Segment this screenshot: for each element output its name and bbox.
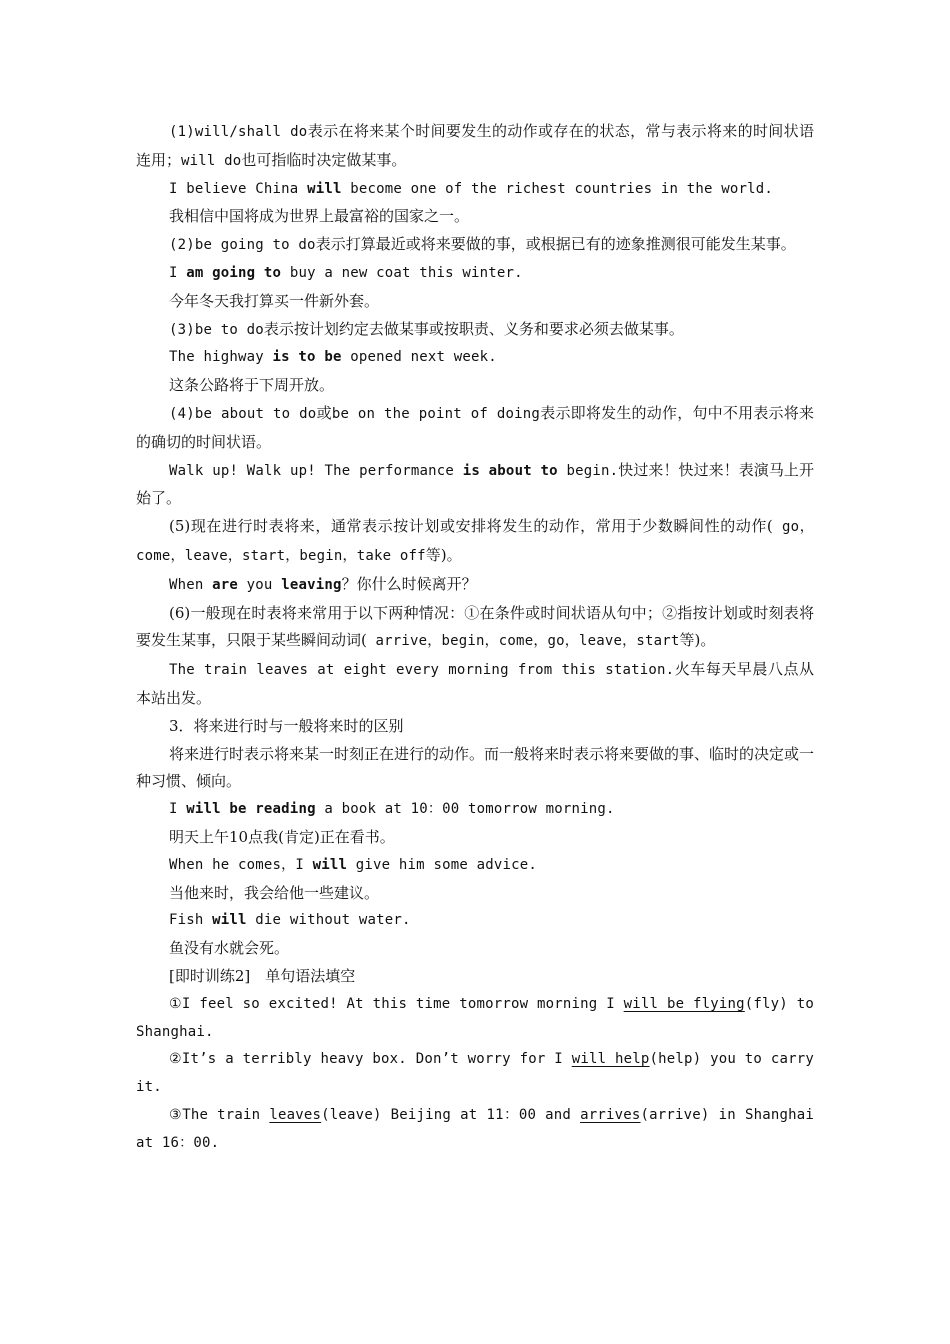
rule-6: (6)一般现在时表将来常用于以下两种情况：①在条件或时间状语从句中；②指按计划或时刻表将要发生某事，只限于某些瞬间动词( arrive，begin，come，go，leave，start等)。 [136,603,814,650]
rule-3: (3)be to do表示按计划约定去做某事或按职责、义务和要求必须去做某事。 [169,319,684,338]
section-3-text: 将来进行时表示将来某一时刻正在进行的动作。而一般将来时表示将来要做的事、临时的决定或一种习惯、倾向。 [136,744,815,791]
rule-5: (5)现在进行时表将来，通常表示按计划或安排将发生的动作，常用于少数瞬间性的动作( go，come，leave，start，begin，take off等)。 [136,517,814,564]
translation-8: 当他来时，我会给他一些建议。 [169,883,380,902]
document-body [136,118,814,1157]
example-4: Walk up! Walk up! The performance is about to begin.快过来！快过来！表演马上开始了。 [136,460,814,508]
translation-7: 明天上午10点我(肯定)正在看书。 [169,827,395,846]
section-heading-3: 3．将来进行时与一般将来时的区别 [169,716,404,735]
example-5: When are you leaving？你什么时候离开？ [169,574,477,593]
example-6: The train leaves at eight every morning from this station.火车每天早晨八点从本站出发。 [136,660,814,707]
exercise-2: ②It’s a terribly heavy box. Don’t worry for I will help(help) you to carry it. [136,1051,814,1096]
example-3: The highway is to be opened next week. [169,349,497,366]
example-9: Fish will die without water. [169,912,411,929]
example-7: I will be reading a book at 10：00 tomorrow morning. [169,801,615,818]
example-1: I believe China will become one of the richest countries in the world. [169,180,774,197]
example-8: When he comes，I will give him some advice. [169,856,537,873]
example-2: I am going to buy a new coat this winter. [169,264,523,281]
translation-1: 我相信中国将成为世界上最富裕的国家之一。 [169,207,470,226]
rule-4: (4)be about to do或be on the point of doing表示即将发生的动作，句中不用表示将来的确切的时间状语。 [136,403,814,451]
rule-1: (1)will/shall do表示在将来某个时间要发生的动作或存在的状态，常与表示将来的时间状语连用；will do也可指临时决定做某事。 [136,122,814,169]
drill-heading: [即时训练2] 单句语法填空 [169,966,356,985]
translation-2: 今年冬天我打算买一件新外套。 [169,291,380,310]
translation-3: 这条公路将于下周开放。 [169,376,335,395]
rule-2: (2)be going to do表示打算最近或将来要做的事，或根据已有的迹象推测很可能发生某事。 [169,235,796,254]
exercise-3: ③The train leaves(leave) Beijing at 11：00 and arrives(arrive) in Shanghai at 16：00. [136,1106,815,1151]
answer-blank: will be flying [623,995,745,1012]
translation-9: 鱼没有水就会死。 [169,939,290,958]
answer-blank: will help [571,1051,650,1068]
answer-blank: arrives [580,1106,641,1123]
exercise-1: ①I feel so excited! At this time tomorrow morning I will be flying(fly) to Shanghai. [136,995,814,1040]
answer-blank: leaves [269,1106,322,1123]
